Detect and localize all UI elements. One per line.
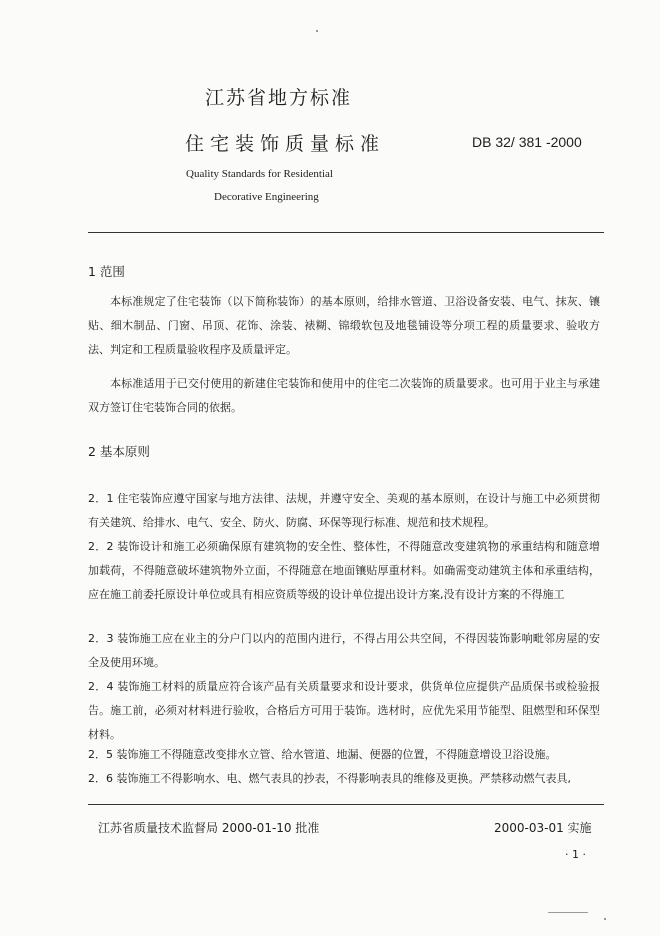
section-heading-principles: 2 基本原则 (88, 444, 150, 459)
paragraph: 2．5 装饰施工不得随意改变排水立管、给水管道、地漏、便器的位置，不得随意增设卫浴设施。 (88, 748, 557, 761)
paragraph: 2．1 住宅装饰应遵守国家与地方法律、法规，并遵守安全、美观的基本原则，在设计与施工中必须贯彻有关建筑、给排水、电气、安全、防火、防腐、环保等现行标准、规范和技术规程。 (88, 492, 600, 529)
paragraph: 2．3 装饰施工应在业主的分户门以内的范围内进行，不得占用公共空间，不得因装饰影响毗邻房屋的安全及使用环境。 (88, 632, 600, 669)
section-heading-scope: 1 范围 (88, 264, 125, 279)
page-number: · 1 · (565, 848, 586, 861)
scan-speck (604, 918, 606, 920)
scan-speck (316, 30, 318, 32)
english-title-line2: Decorative Engineering (214, 191, 319, 203)
approval-note: 江苏省质量技术监督局 2000-01-10 批准 (98, 821, 320, 835)
english-title-line1: Quality Standards for Residential (186, 168, 333, 180)
document-title: 住宅装饰质量标准 (185, 133, 386, 155)
paragraph: 2．2 装饰设计和施工必须确保原有建筑物的安全性、整体性，不得随意改变建筑物的承重结构和随意增加载荷，不得随意破坏建筑物外立面，不得随意在地面镶贴厚重材料。如确需变动建筑主体和承重结构，应在施工前委托原设计单位或具有相应资质等级的设计单位提出设计方案,没有设计方案的不得施工 (88, 540, 600, 601)
issuer-title: 江苏省地方标准 (205, 87, 353, 109)
scan-speck (548, 912, 588, 913)
implementation-date: 2000-03-01 实施 (494, 821, 592, 835)
paragraph: 本标准适用于已交付使用的新建住宅装饰和使用中的住宅二次装饰的质量要求。也可用于业主与承建双方签订住宅装饰合同的依据。 (88, 377, 600, 414)
paragraph: 本标准规定了住宅装饰（以下简称装饰）的基本原则，给排水管道、卫浴设备安装、电气、抹灰、镶贴、细木制品、门窗、吊顶、花饰、涂装、裱糊、锦缎软包及地毯铺设等分项工程的质量要求、验收方法、判定和工程质量验收程序及质量评定。 (88, 295, 600, 356)
paragraph: 2．6 装饰施工不得影响水、电、燃气表具的抄表，不得影响表具的维修及更换。严禁移动燃气表具, (88, 772, 571, 785)
standard-number: DB 32/ 381 -2000 (472, 134, 582, 150)
footer-divider (88, 804, 604, 805)
paragraph: 2．4 装饰施工材料的质量应符合该产品有关质量要求和设计要求，供货单位应提供产品质保书或检验报告。施工前，必须对材料进行验收，合格后方可用于装饰。选材时，应优先采用节能型、阻燃型和环保型材料。 (88, 680, 600, 741)
header-divider (88, 232, 604, 233)
